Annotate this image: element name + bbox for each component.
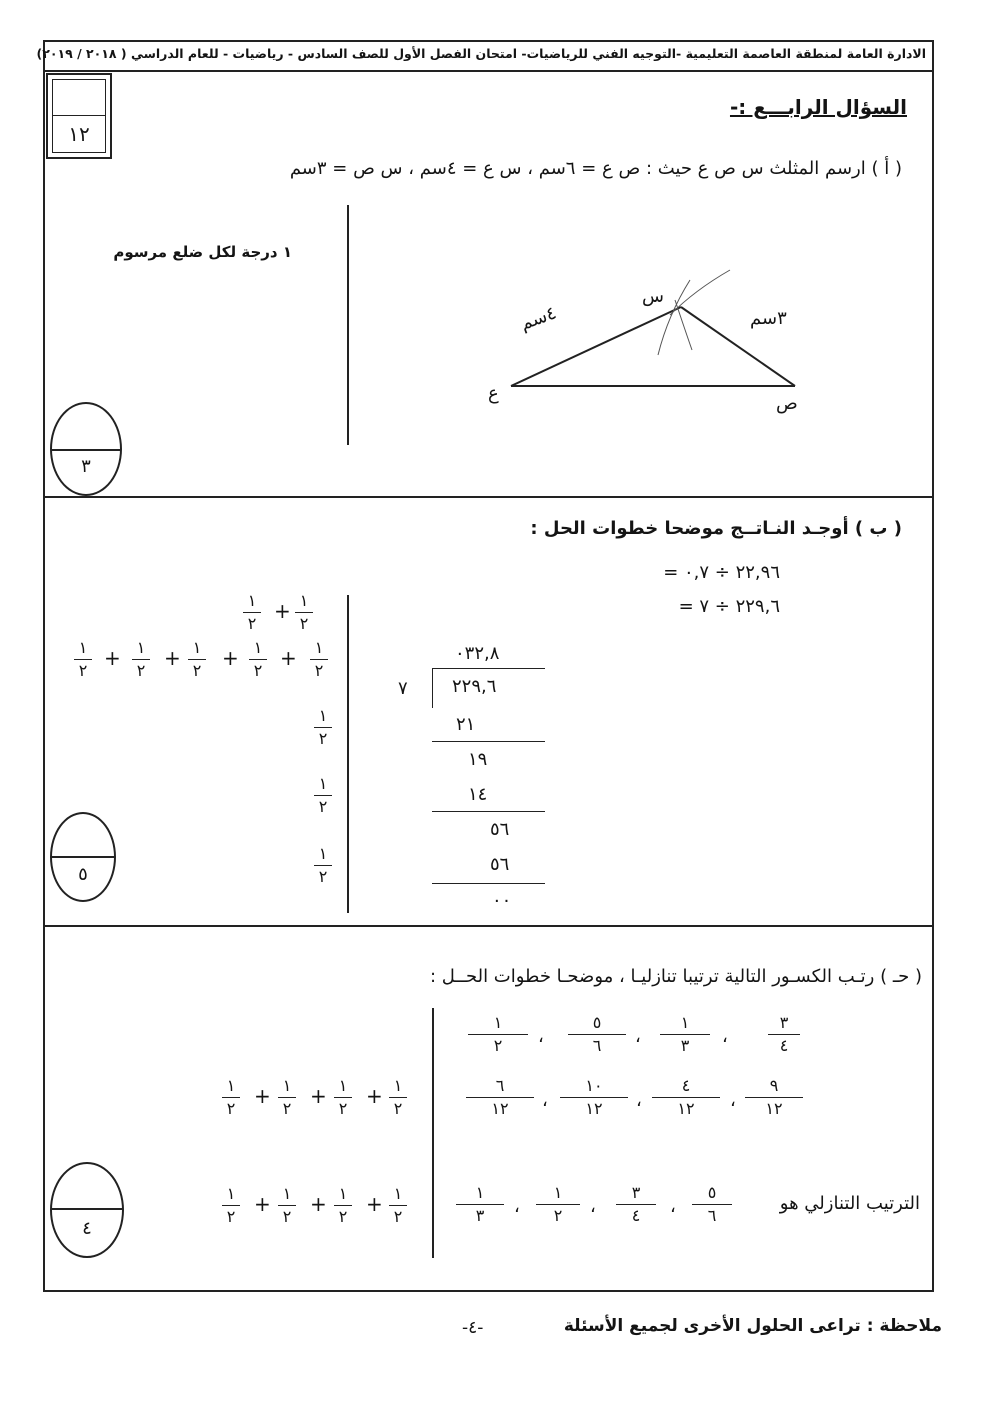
half-frac: ١ ٢	[249, 640, 267, 679]
half-frac: ١ ٢	[278, 1078, 296, 1117]
separator: ،	[542, 1090, 548, 1111]
score-oval-b	[50, 812, 116, 902]
step-4: ٥٦	[490, 819, 510, 840]
separator: ،	[670, 1196, 676, 1217]
plus-sign: +	[310, 1192, 327, 1216]
divider-bc	[43, 925, 934, 927]
part-a-label: ( أ )	[871, 158, 902, 179]
quotient-bar	[432, 668, 545, 669]
half-frac: ١ ٢	[314, 776, 332, 815]
part-a-note: ١ درجة لكل ضلع مرسوم	[113, 243, 292, 261]
vertex-top: س	[642, 286, 664, 307]
order-frac-4: ١ ٣	[456, 1185, 504, 1224]
side-left-label: ٤سم	[517, 302, 560, 335]
row1-frac-3: ٥ ٦	[568, 1015, 626, 1054]
dividend: ٢٢٩,٦	[452, 676, 497, 697]
step-6: ٠٠	[492, 890, 512, 911]
page-number: -٤-	[462, 1318, 484, 1338]
plus-sign: +	[254, 1192, 271, 1216]
row2-frac-4: ٦ ١٢	[466, 1078, 534, 1117]
plus-sign: +	[274, 599, 291, 623]
part-c-text: رتـب الكسـور التالية ترتيبا تنازليـا ، موضحـا خطوات الحــل :	[430, 966, 875, 987]
plus-sign: +	[280, 646, 297, 670]
part-a-divider	[347, 205, 349, 445]
order-frac-3: ١ ٢	[536, 1185, 580, 1224]
separator: ،	[538, 1026, 544, 1047]
plus-sign: +	[366, 1192, 383, 1216]
half-frac: ١ ٢	[295, 593, 313, 632]
step-1: ٢١	[456, 714, 476, 735]
separator: ،	[730, 1090, 736, 1111]
header-banner: الادارة العامة لمنطقة العاصمة التعليمية -التوجيه الفني للرياضيات- امتحان الفصل الأول للصف السادس - رياضيات - للعام الدراسي ( ٢٠١٨ / ٢٠١٩)	[43, 40, 934, 72]
vertex-left: ع	[488, 383, 499, 404]
triangle-drawing	[480, 255, 820, 425]
row2-frac-3: ١٠ ١٢	[560, 1078, 628, 1117]
half-frac: ١ ٢	[74, 640, 92, 679]
side-right-label: ٣سم	[750, 308, 787, 329]
half-frac: ١ ٢	[389, 1078, 407, 1117]
divisor: ٧	[398, 678, 408, 699]
order-label: الترتيب التنازلي هو	[779, 1193, 920, 1214]
plus-sign: +	[366, 1084, 383, 1108]
half-frac: ١ ٢	[278, 1186, 296, 1225]
part-b-label: ( ب )	[854, 518, 902, 539]
score-b: ٥	[78, 864, 88, 885]
plus-sign: +	[254, 1084, 271, 1108]
part-b-question	[530, 518, 902, 539]
separator: ،	[636, 1090, 642, 1111]
part-b-text: أوجـد النـاتــج موضحا خطوات الحل :	[530, 518, 849, 539]
plus-sign: +	[164, 646, 181, 670]
separator: ،	[635, 1026, 641, 1047]
half-frac: ١ ٢	[243, 593, 261, 632]
part-a-question	[290, 158, 902, 179]
half-frac: ١ ٢	[314, 846, 332, 885]
divider-ab	[43, 496, 934, 498]
plus-sign: +	[222, 646, 239, 670]
half-frac: ١ ٢	[188, 640, 206, 679]
separator: ،	[514, 1196, 520, 1217]
part-b-line1: ٢٢,٩٦ ÷ ٠,٧ =	[663, 562, 780, 583]
part-c-label: ( حـ )	[880, 966, 922, 987]
plus-sign: +	[310, 1084, 327, 1108]
order-frac-1: ٥ ٦	[692, 1185, 732, 1224]
step-2: ١٩	[468, 749, 488, 770]
half-frac: ١ ٢	[310, 640, 328, 679]
vertex-right: ص	[776, 393, 798, 414]
score-oval-c	[50, 1162, 124, 1258]
score-a: ٣	[81, 456, 91, 477]
separator: ،	[590, 1196, 596, 1217]
order-frac-2: ٣ ٤	[616, 1185, 656, 1224]
row2-frac-2: ٤ ١٢	[652, 1078, 720, 1117]
step-bar-2	[432, 811, 545, 812]
step-3: ١٤	[468, 784, 488, 805]
part-c-divider	[432, 1008, 434, 1258]
score-oval-a	[50, 402, 122, 496]
footer-note: ملاحظة : تراعى الحلول الأخرى لجميع الأسئلة	[563, 1316, 942, 1336]
section-title: السؤال الرابـــع :-	[729, 95, 907, 119]
half-frac: ١ ٢	[334, 1078, 352, 1117]
step-5: ٥٦	[490, 854, 510, 875]
row1-frac-4: ١ ٢	[468, 1015, 528, 1054]
row2-frac-1: ٩ ١٢	[745, 1078, 803, 1117]
row1-frac-2: ١ ٣	[660, 1015, 710, 1054]
score-total: ١٢	[68, 122, 90, 146]
part-b-divider	[347, 595, 349, 913]
compass-arc-3	[675, 300, 692, 350]
part-b-line2: ٢٢٩,٦ ÷ ٧ =	[678, 596, 780, 617]
score-box	[46, 73, 112, 159]
half-frac: ١ ٢	[132, 640, 150, 679]
half-frac: ١ ٢	[334, 1186, 352, 1225]
step-bar-1	[432, 741, 545, 742]
half-frac: ١ ٢	[314, 708, 332, 747]
part-c-question	[430, 966, 922, 987]
half-frac: ١ ٢	[389, 1186, 407, 1225]
part-a-text: ارسم المثلث س ص ع حيث : ص ع = ٦سم ، س ع = ٤سم ، س ص = ٣سم	[289, 158, 866, 179]
plus-sign: +	[104, 646, 121, 670]
half-frac: ١ ٢	[222, 1186, 240, 1225]
quotient: ٠٣٢,٨	[455, 643, 500, 664]
score-c: ٤	[82, 1218, 92, 1239]
half-frac: ١ ٢	[222, 1078, 240, 1117]
step-bar-3	[432, 883, 545, 884]
row1-frac-1: ٣ ٤	[768, 1015, 800, 1054]
separator: ،	[722, 1026, 728, 1047]
division-bracket	[432, 668, 433, 708]
